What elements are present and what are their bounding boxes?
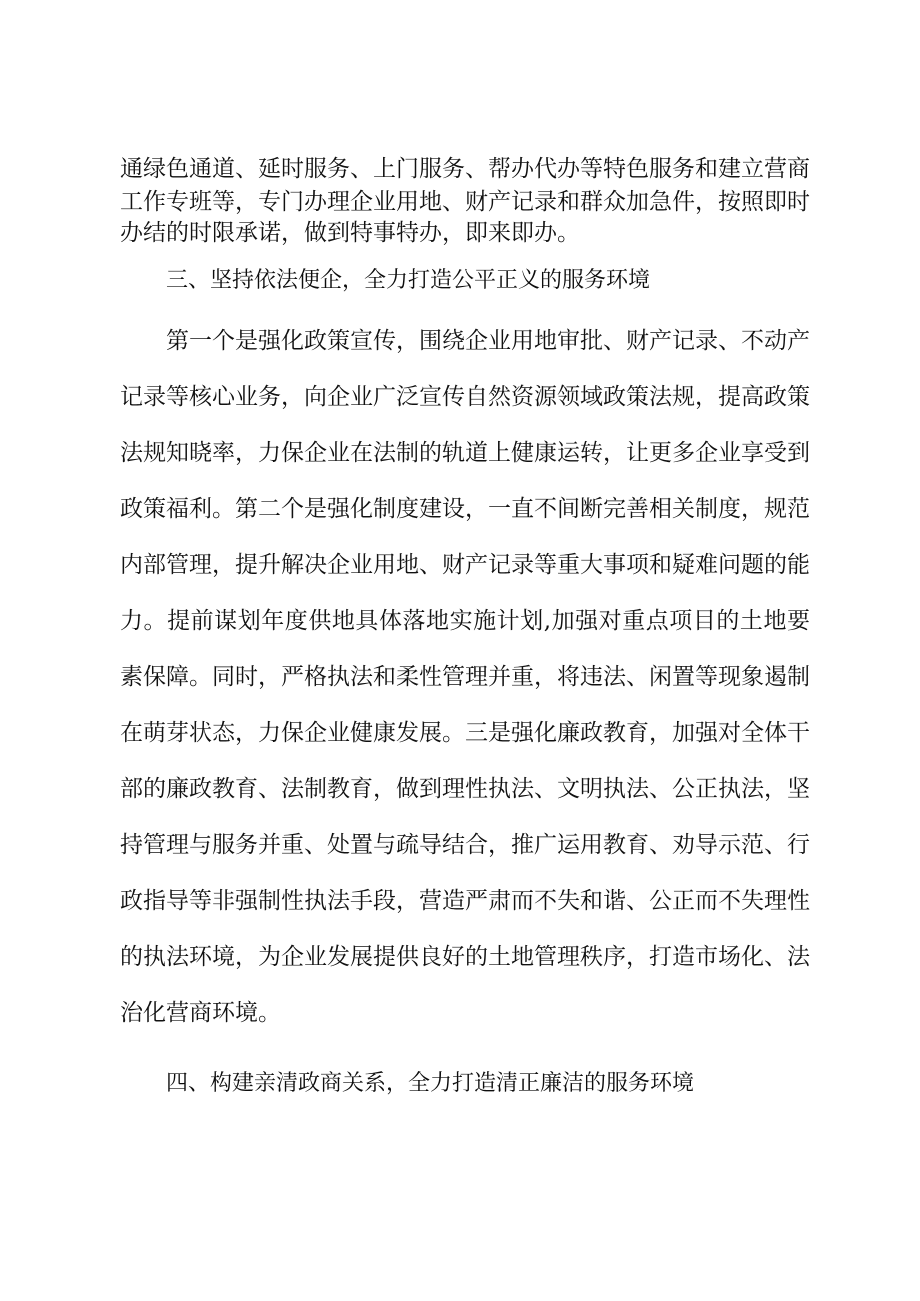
section-three-line-5: 内部管理，提升解决企业用地、财产记录等重大事项和疑难问题的能 [120,552,810,578]
intro-line-3: 办结的时限承诺，做到特事特办，即来即办。 [120,220,580,246]
section-four-heading: 四、构建亲清政商关系，全力打造清正廉洁的服务环境 [166,1071,695,1096]
section-three-line-10: 持管理与服务并重、处置与疏导结合，推广运用教育、劝导示范、行 [120,832,810,858]
section-three-line-11: 政指导等非强制性执法手段，营造严肃而不失和谐、公正而不失理性 [120,888,810,914]
section-three-line-3: 法规知晓率，力保企业在法制的轨道上健康运转，让更多企业享受到 [120,440,810,466]
section-three-line-6: 力。提前谋划年度供地具体落地实施计划,加强对重点项目的土地要 [120,608,810,634]
section-three-line-2: 记录等核心业务，向企业广泛宣传自然资源领域政策法规，提高政策 [120,384,810,410]
section-three-line-4: 政策福利。第二个是强化制度建设，一直不间断完善相关制度，规范 [120,496,810,522]
section-three-line-8: 在萌芽状态，力保企业健康发展。三是强化廉政教育，加强对全体干 [120,720,810,746]
intro-line-1: 通绿色通道、延时服务、上门服务、帮办代办等特色服务和建立营商 [120,156,810,182]
section-three-line-12: 的执法环境，为企业发展提供良好的土地管理秩序，打造市场化、法 [120,944,810,970]
section-three-heading: 三、坚持依法便企，全力打造公平正义的服务环境 [166,268,651,293]
section-three-line-13: 治化营商环境。 [120,1000,281,1026]
section-three-line-7: 素保障。同时，严格执法和柔性管理并重，将违法、闲置等现象遏制 [120,664,810,690]
section-three-line-1: 第一个是强化政策宣传，围绕企业用地审批、财产记录、不动产 [166,328,810,354]
section-three-line-9: 部的廉政教育、法制教育，做到理性执法、文明执法、公正执法，坚 [120,776,810,802]
intro-line-2: 工作专班等，专门办理企业用地、财产记录和群众加急件，按照即时 [120,189,810,215]
